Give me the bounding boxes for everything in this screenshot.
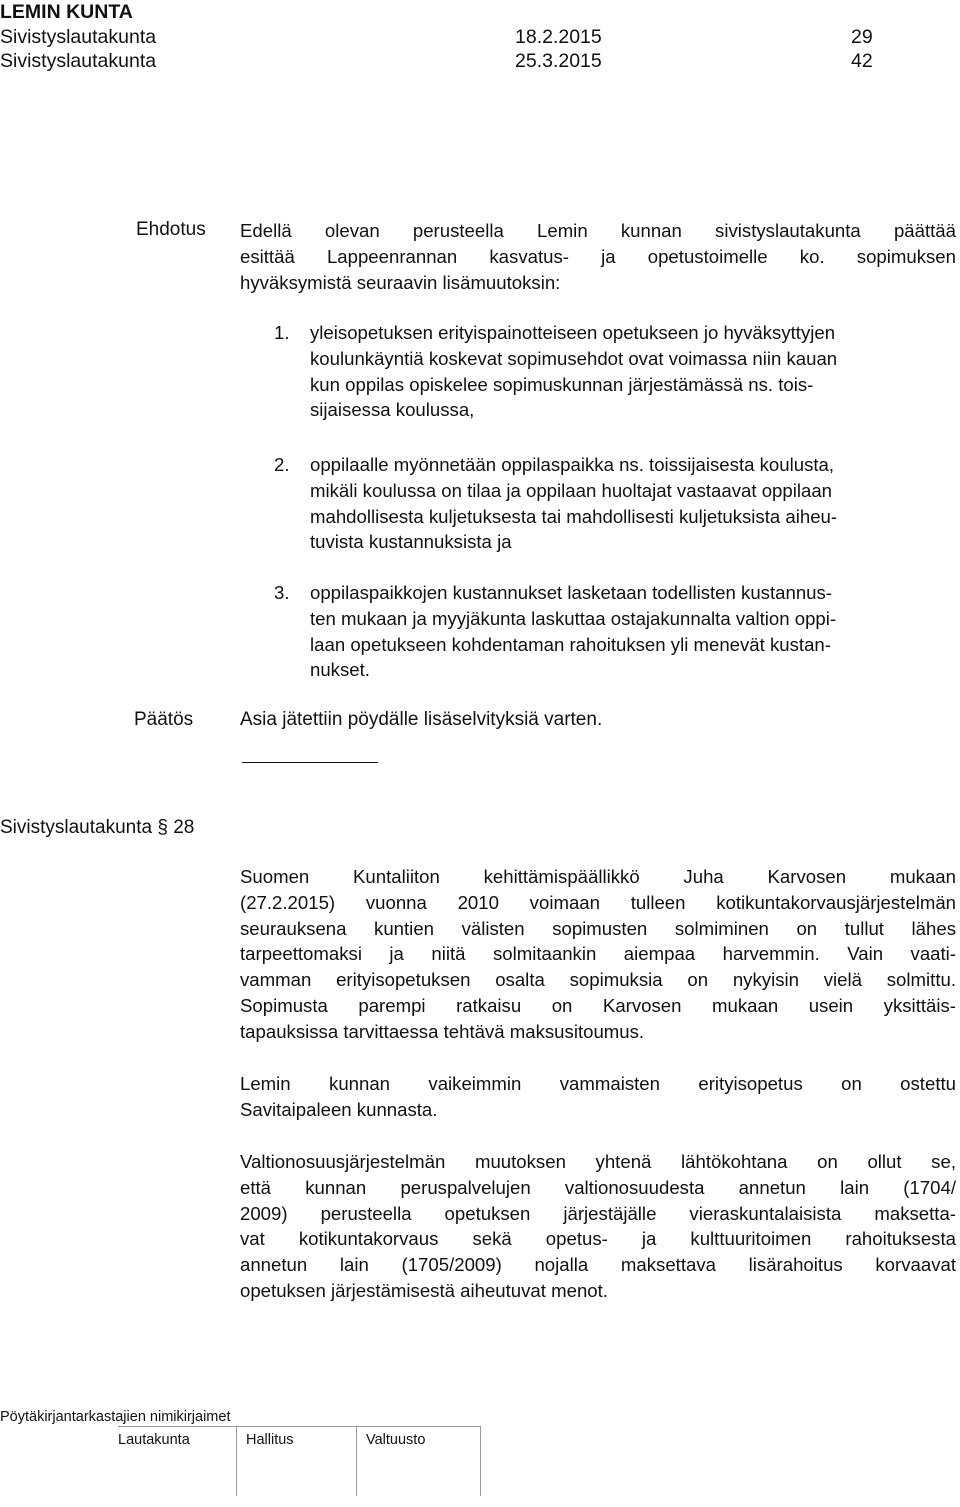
item-line: kun oppilas opiskelee sopimuskunnan järjestämässä ns. tois- [310,373,814,395]
paragraph-line: 2009) perusteella opetuksen järjestäjälle vieraskuntalaisista maksetta- [240,1202,956,1224]
section-divider [242,762,378,763]
item-line: laan opetukseen kohdentaman rahoituksen yli menevät kustan- [310,633,831,655]
intro-line: esittää Lappeenrannan kasvatus- ja opetustoimelle ko. sopimuksen [240,245,956,267]
paragraph-1 [240,864,956,1045]
item-line: nukset. [310,659,370,681]
paragraph-line: Lemin kunnan vaikeimmin vammaisten erityisopetus on ostettu [240,1073,956,1094]
header-page-1: 29 [851,26,873,48]
item-line: oppilaspaikkojen kustannukset lasketaan todellisten kustannus- [310,582,832,603]
paragraph-line: seurauksena kuntien välisten sopimusten solmiminen on tullut lähes [240,917,956,939]
paragraph-line: että kunnan peruspalvelujen valtionosuudesta annetun lain (1704/ [240,1176,956,1198]
paragraph-line: (27.2.2015) vuonna 2010 voimaan tulleen kotikuntakorvausjärjestelmän [240,891,956,913]
signature-rule [118,1426,480,1427]
signature-column-hallitus: Hallitus [246,1432,294,1448]
intro-line: hyväksymistä seuraavin lisämuutoksin: [240,271,561,293]
paragraph-line: opetuksen järjestämisestä aiheutuvat menot. [240,1279,608,1301]
paragraph-line: vat kotikuntakorvaus sekä opetus- ja kulttuuritoimen rahoituksesta [240,1228,956,1250]
paatos-text: Asia jätettiin pöydälle lisäselvityksiä varten. [240,709,603,730]
header-date-2: 25.3.2015 [515,50,602,72]
item-line: yleisopetuksen erityispainotteiseen opetukseen jo hyväksyttyjen [310,322,836,343]
item-3-text [310,580,956,683]
item-1-number: 1. [274,322,290,343]
organization-name: LEMIN KUNTA [0,1,133,23]
header-date-1: 18.2.2015 [515,26,602,48]
paragraph-line: annetun lain (1705/2009) nojalla maksettava lisärahoitus korvaavat [240,1254,956,1276]
item-line: tuvista kustannuksista ja [310,531,512,553]
paragraph-line: vamman erityisopetuksen osalta sopimuksia on nykyisin vielä solmittu. [240,969,956,991]
ehdotus-intro [240,218,956,295]
item-line: mahdollisesta kuljetuksesta tai mahdollisesti kuljetuksista aiheu- [310,505,838,527]
header-body-2: Sivistyslautakunta [0,50,157,72]
header-body-1: Sivistyslautakunta [0,26,157,48]
signature-column-valtuusto: Valtuusto [366,1432,426,1448]
paragraph-line: Suomen Kuntaliiton kehittämispäällikkö Juha Karvosen mukaan [240,866,956,887]
item-3-number: 3. [274,582,290,603]
item-line: sijaisessa koulussa, [310,399,475,421]
signature-divider [236,1426,237,1496]
item-2-number: 2. [274,454,290,475]
signature-divider [356,1426,357,1496]
paragraph-line: Valtionosuusjärjestelmän muutoksen yhtenä lähtökohtana on ollut se, [240,1151,956,1172]
item-line: oppilaalle myönnetään oppilaspaikka ns. toissijaisesta koulusta, [310,454,835,475]
paragraph-line: tarpeettomaksi ja niitä solmitaankin aiempaa harvemmin. Vain vaati- [240,943,956,965]
paragraph-line: Savitaipaleen kunnasta. [240,1098,438,1120]
paragraph-3 [240,1149,956,1304]
intro-line: Edellä olevan perusteella Lemin kunnan sivistyslautakunta päättää [240,220,956,241]
item-2-text [310,452,956,555]
item-1-text [310,320,956,423]
signature-column-lautakunta: Lautakunta [118,1432,190,1448]
paragraph-2 [240,1071,956,1123]
item-line: ten mukaan ja myyjäkunta laskuttaa ostajakunnalta valtion oppi- [310,607,837,629]
signatures-label: Pöytäkirjantarkastajien nimikirjaimet [0,1409,231,1425]
signature-divider [480,1426,481,1496]
paragraph-line: Sopimusta parempi ratkaisu on Karvosen mukaan usein yksittäis- [240,994,956,1016]
item-line: mikäli koulussa on tilaa ja oppilaan huoltajat vastaavat oppilaan [310,479,832,501]
paragraph-line: tapauksissa tarvittaessa tehtävä maksusitoumus. [240,1020,645,1042]
header-page-2: 42 [851,50,873,72]
section-heading: Sivistyslautakunta § 28 [0,817,195,838]
item-line: koulunkäyntiä koskevat sopimusehdot ovat voimassa niin kauan [310,347,838,369]
ehdotus-label: Ehdotus [136,219,206,240]
paatos-label: Päätös [134,709,194,730]
